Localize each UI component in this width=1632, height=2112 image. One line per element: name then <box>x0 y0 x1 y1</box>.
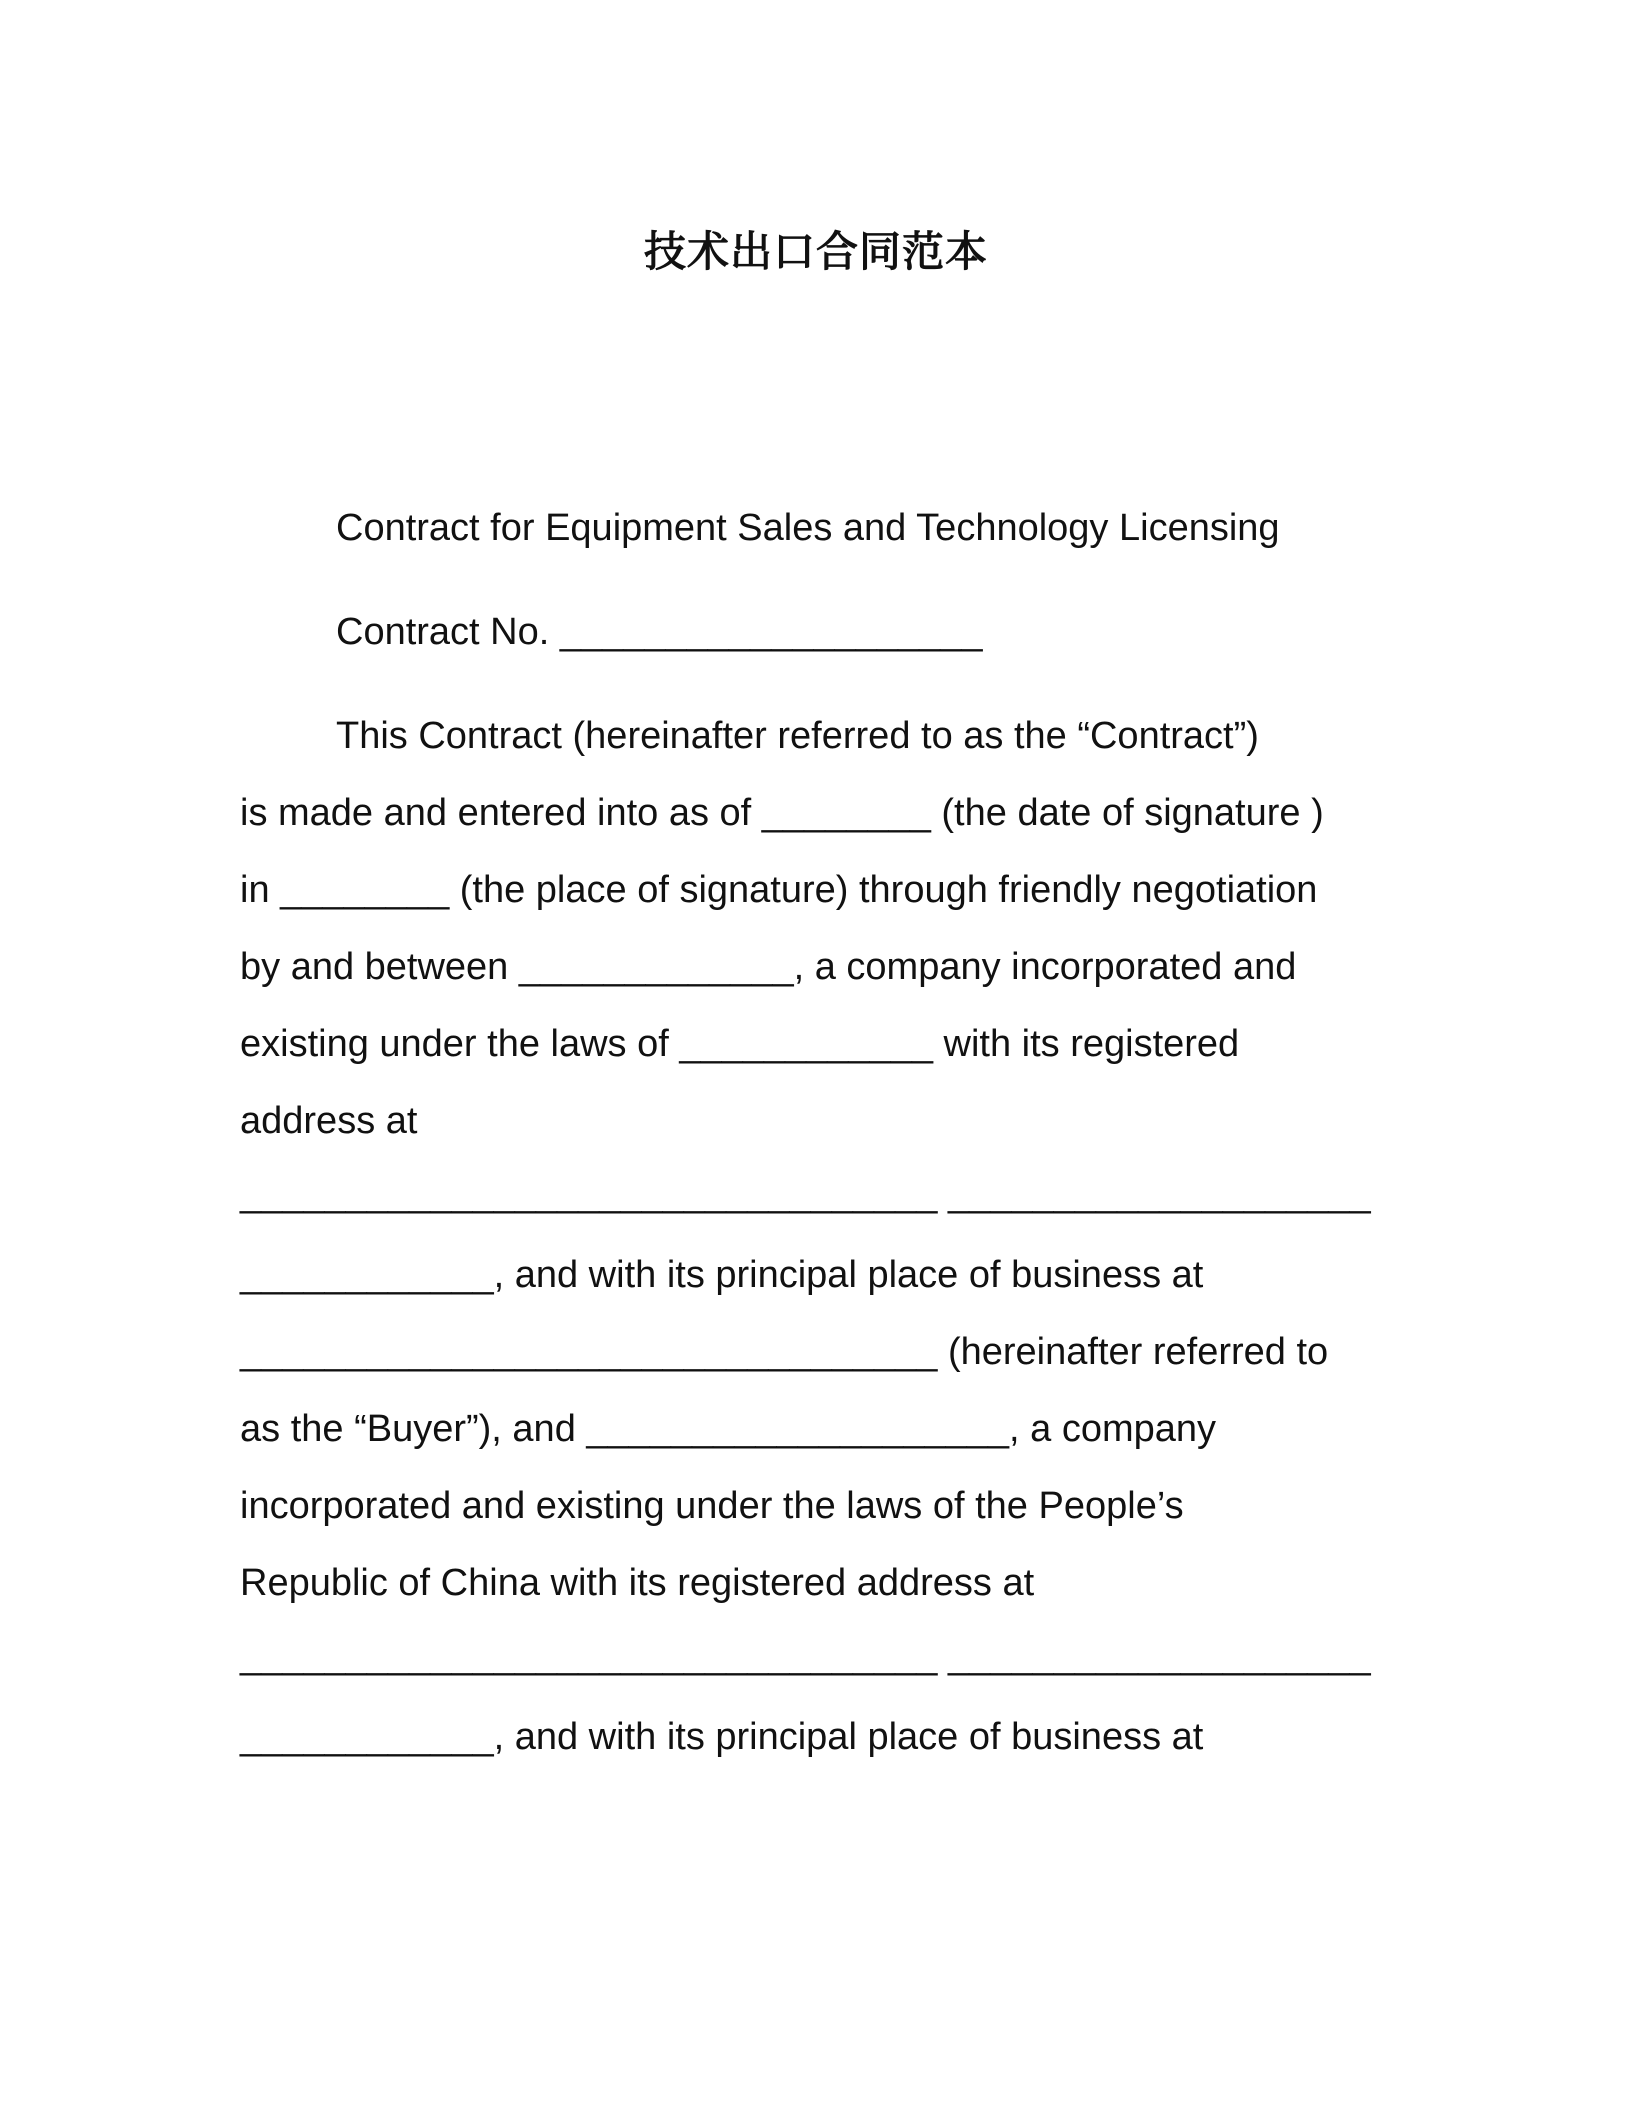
body-line: incorporated and existing under the laws of the People’s <box>240 1485 1184 1527</box>
body-line: Republic of China with its registered address at <box>240 1562 1035 1604</box>
body-line: is made and entered into as of ________ (the date of signature ) <box>240 792 1324 834</box>
body-line: existing under the laws of ____________ with its registered <box>240 1023 1240 1065</box>
blank-line: _________________________________ ____________________ <box>240 1635 1371 1677</box>
contract-number-field: Contract No. ____________________ <box>336 611 983 653</box>
contract-heading: Contract for Equipment Sales and Technology Licensing <box>336 507 1280 549</box>
body-line: by and between _____________, a company incorporated and <box>240 946 1297 988</box>
body-line: This Contract (hereinafter referred to as the “Contract”) <box>336 715 1259 757</box>
body-line: address at <box>240 1100 418 1142</box>
body-line: ____________, and with its principal place of business at <box>240 1254 1204 1296</box>
blank-line: _________________________________ ____________________ <box>240 1173 1371 1215</box>
document-title: 技术出口合同范本 <box>643 227 988 276</box>
body-line: in ________ (the place of signature) through friendly negotiation <box>240 869 1318 911</box>
body-line: _________________________________ (hereinafter referred to <box>240 1331 1329 1373</box>
body-line: as the “Buyer”), and ____________________, a company <box>240 1408 1217 1450</box>
body-line: ____________, and with its principal place of business at <box>240 1716 1204 1758</box>
